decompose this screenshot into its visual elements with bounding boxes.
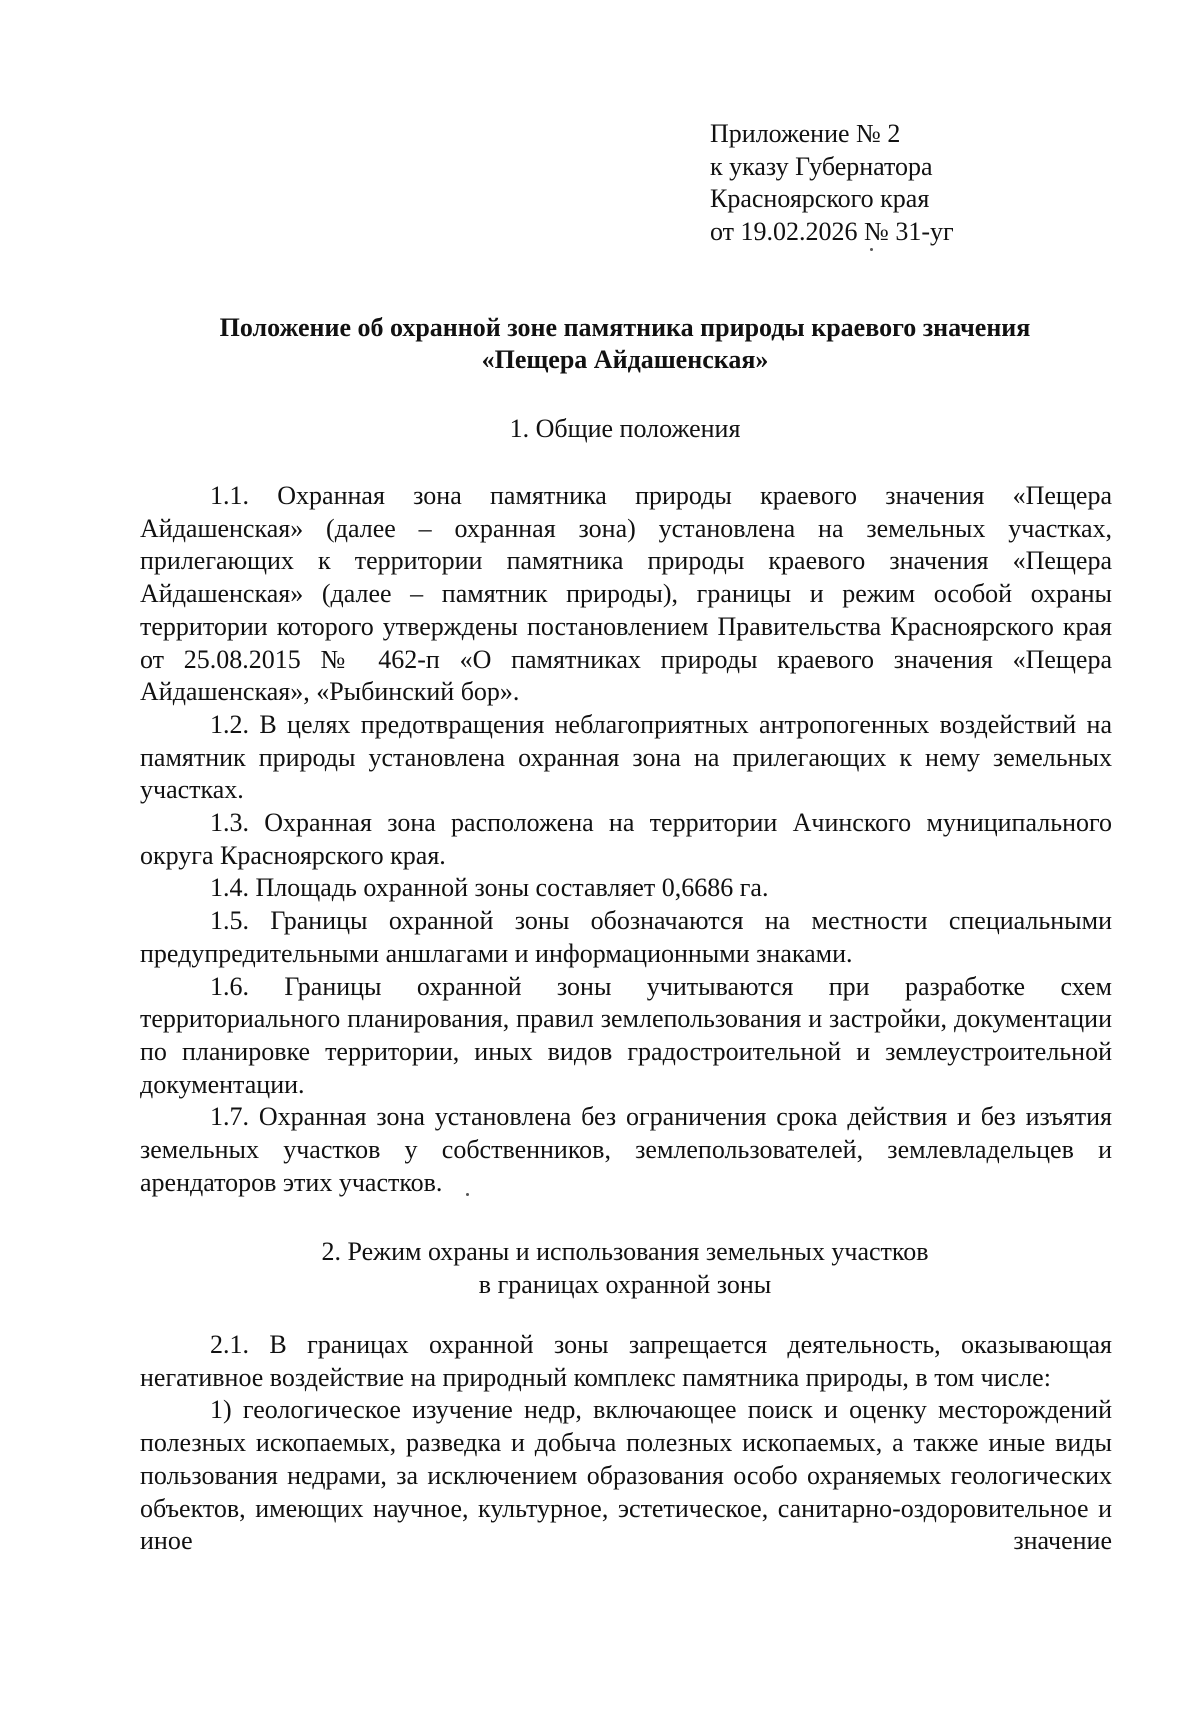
list-item-2-1-1: 1) геологическое изучение недр, включающее поиск и оценку месторождений полезных ископаемых, разведка и добыча полезных ископаемых, а также иные виды пользования недрами, за исключением образования особо охраняемых геологических объектов, имеющих научное, культурное, эстетическое, санитарно-оздоровительное и иное значение — [140, 1395, 1112, 1556]
paragraph-1-6: 1.6. Границы охранной зоны учитываются при разработке схем территориального планирования, правил землепользования и застройки, документации по планировке территории, иных видов градостроительной и землеустроительной документации. — [140, 971, 1112, 1099]
section-2-body — [140, 1329, 1112, 1558]
paragraph-1-3: 1.3. Охранная зона расположена на территории Ачинского муниципального округа Красноярского края. — [140, 808, 1112, 870]
document-title-line-1: Положение об охранной зоне памятника природы краевого значения — [219, 313, 1031, 342]
appendix-number: Приложение № 2 — [710, 119, 901, 148]
paragraph-2-1: 2.1. В границах охранной зоны запрещается деятельность, оказывающая негативное воздействие на природный комплекс памятника природы, в том числе: — [140, 1330, 1112, 1392]
document-title-line-2: «Пещера Айдашенская» — [481, 345, 769, 374]
paragraph-1-1: 1.1. Охранная зона памятника природы краевого значения «Пещера Айдашенская» (далее – охранная зона) установлена на земельных участках, прилегающих к территории памятника природы краевого значения «Пещера Айдашенская» (далее – памятник природы), границы и режим особой охраны территории которого утверждены постановлением Правительства Красноярского края от 25.08.2015 № 462-п «О памятниках природы краевого значения «Пещера Айдашенская», «Рыбинский бор». — [140, 481, 1112, 707]
document-title — [140, 312, 1110, 376]
appendix-date: от 19.02.2026 № 31-уг — [710, 216, 954, 246]
section-1-body — [140, 480, 1112, 1199]
appendix-region: Красноярского края — [710, 184, 930, 213]
paragraph-1-4: 1.4. Площадь охранной зоны составляет 0,6686 га. — [210, 873, 769, 903]
paragraph-1-5: 1.5. Границы охранной зоны обозначаются на местности специальными предупредительными аншлагами и информационными знаками. — [140, 906, 1112, 968]
paragraph-1-2: 1.2. В целях предотвращения неблагоприятных антропогенных воздействий на памятник природы установлена охранная зона на прилегающих к нему земельных участках. — [140, 709, 1112, 805]
scan-speck — [466, 1193, 469, 1196]
section-1-heading: 1. Общие положения — [509, 414, 741, 443]
section-2-heading: 2. Режим охраны и использования земельных участков в границах охранной зоны — [321, 1237, 929, 1299]
paragraph-1-7: 1.7. Охранная зона установлена без ограничения срока действия и без изъятия земельных участков у собственников, землепользователей, землевладельцев и арендаторов этих участков. — [140, 1102, 1112, 1197]
scan-speck — [870, 248, 873, 251]
appendix-reference — [710, 118, 1130, 248]
appendix-decree: к указу Губернатора — [710, 151, 933, 181]
